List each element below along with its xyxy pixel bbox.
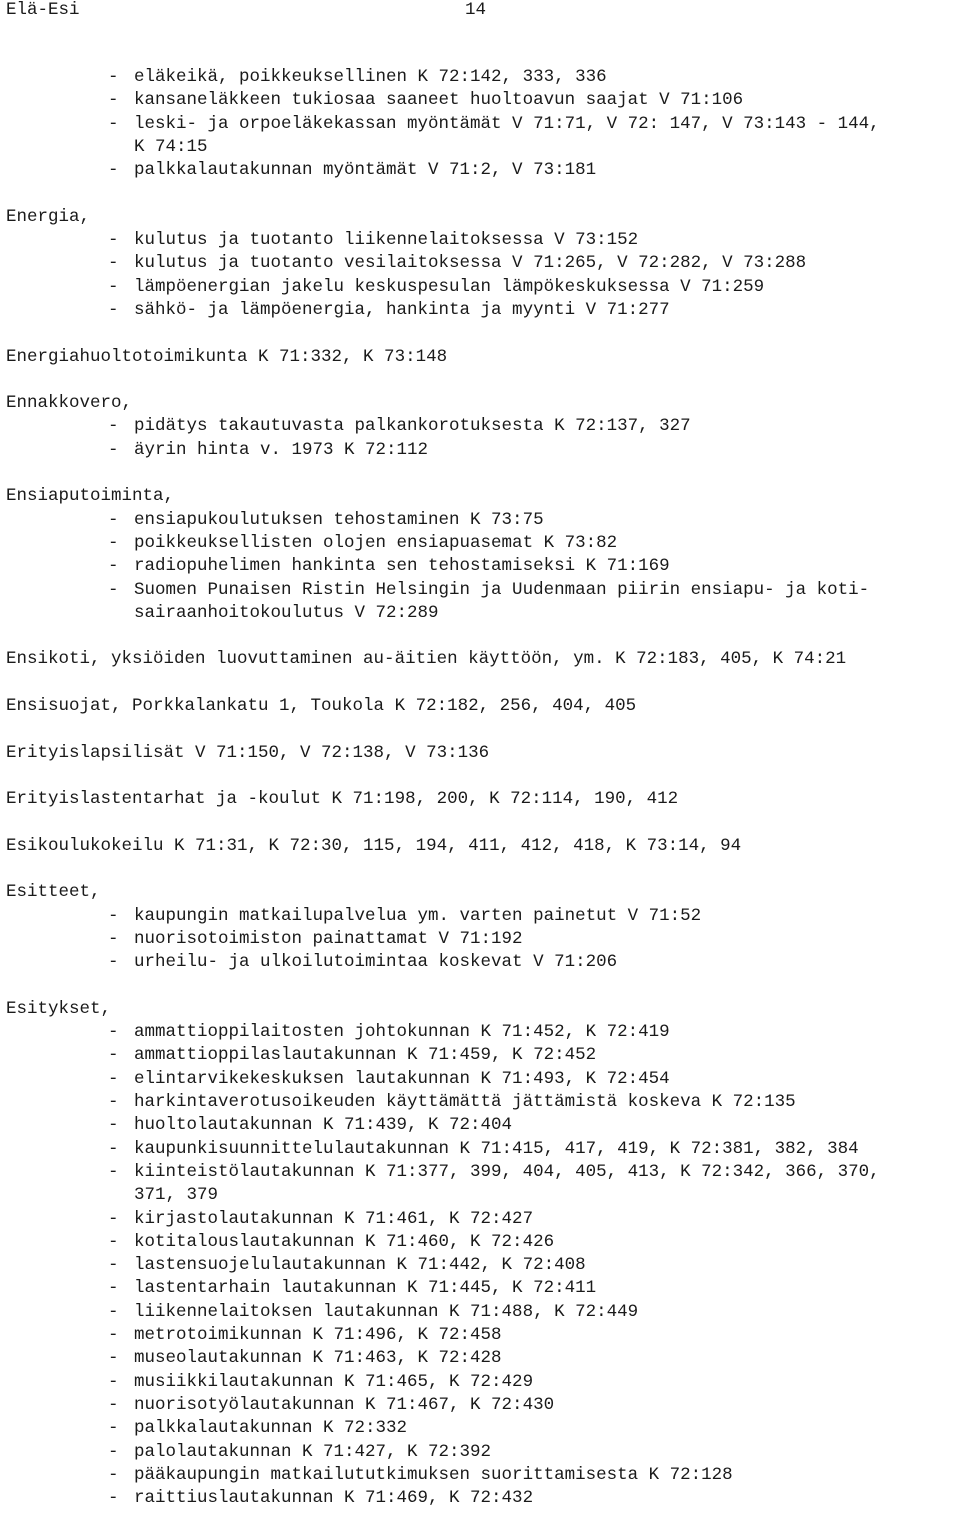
index-term: Energiahuoltotoimikunta K 71:332, K 73:148 — [6, 346, 448, 367]
subentry-text: kaupungin matkailupalvelua ym. varten painetut V 71:52 — [134, 905, 702, 926]
entry-gap — [6, 718, 956, 741]
index-subentry — [6, 1417, 956, 1440]
subentry-text: museolautakunnan K 71:463, K 72:428 — [134, 1348, 502, 1369]
entry-gap — [6, 858, 956, 881]
dash-marker: - — [108, 905, 119, 926]
dash-marker: - — [108, 1464, 119, 1485]
subentry-text: lämpöenergian jakelu keskuspesulan lämpökeskuksessa V 71:259 — [134, 276, 765, 297]
dash-marker: - — [108, 1394, 119, 1415]
index-subentry — [6, 439, 956, 462]
subentry-text: ensiapukoulutuksen tehostaminen K 73:75 — [134, 509, 544, 530]
entry-gap — [6, 812, 956, 835]
subentry-text: ammattioppilaslautakunnan K 71:459, K 72:452 — [134, 1045, 597, 1066]
subentry-continuation: sairaanhoitokoulutus V 72:289 — [134, 602, 439, 623]
subentry-text: lastensuojelulautakunnan K 71:442, K 72:408 — [134, 1255, 586, 1276]
dash-marker: - — [108, 1301, 119, 1322]
index-term: Ensiaputoiminta, — [6, 486, 175, 507]
subentry-text: liikennelaitoksen lautakunnan K 71:488, K 72:449 — [134, 1301, 639, 1322]
dash-marker: - — [108, 1255, 119, 1276]
index-subentry — [6, 928, 956, 951]
subentry-text: raittiuslautakunnan K 71:469, K 72:432 — [134, 1488, 534, 1509]
subentry-text: sähkö- ja lämpöenergia, hankinta ja myynti V 71:277 — [134, 299, 670, 320]
entry-gap — [6, 975, 956, 998]
index-subentry — [6, 1487, 956, 1510]
index-subentry — [6, 89, 956, 112]
dash-marker: - — [108, 90, 119, 111]
entry-gap — [6, 462, 956, 485]
index-subentry — [6, 66, 956, 89]
index-subentry — [6, 1371, 956, 1394]
index-term: Erityislapsilisät V 71:150, V 72:138, V 73:136 — [6, 742, 490, 763]
subentry-text: huoltolautakunnan K 71:439, K 72:404 — [134, 1115, 513, 1136]
dash-marker: - — [108, 1045, 119, 1066]
index-subentry — [6, 1347, 956, 1370]
running-header: Elä-Esi — [6, 0, 80, 20]
entry-gap — [6, 369, 956, 392]
subentry-text: kansaneläkkeen tukiosaa saaneet huoltoavun saajat V 71:106 — [134, 90, 744, 111]
subentry-text: pääkaupungin matkailututkimuksen suorittamisesta K 72:128 — [134, 1464, 733, 1485]
dash-marker: - — [108, 160, 119, 181]
index-subentry — [6, 276, 956, 299]
entry-gap — [6, 322, 956, 345]
dash-marker: - — [108, 253, 119, 274]
index-subentry — [6, 1161, 956, 1184]
subentry-text: leski- ja orpoeläkekassan myöntämät V 71:71, V 72: 147, V 73:143 - 144, — [134, 113, 880, 134]
index-subentry — [6, 1021, 956, 1044]
subentry-continuation: K 74:15 — [134, 136, 208, 157]
index-subentry — [6, 951, 956, 974]
dash-marker: - — [108, 509, 119, 530]
index-subentry — [6, 1254, 956, 1277]
dash-marker: - — [108, 1441, 119, 1462]
index-subentry — [6, 252, 956, 275]
subentry-text: palkkalautakunnan K 72:332 — [134, 1418, 408, 1439]
index-subentry — [6, 555, 956, 578]
subentry-text: eläkeikä, poikkeuksellinen K 72:142, 333, 336 — [134, 67, 607, 87]
dash-marker: - — [108, 113, 119, 134]
index-subentry — [6, 299, 956, 322]
index-subentry — [6, 1324, 956, 1347]
subentry-text: kotitalouslautakunnan K 71:460, K 72:426 — [134, 1231, 555, 1252]
index-term: Esitteet, — [6, 882, 101, 903]
dash-marker: - — [108, 439, 119, 460]
subentry-text: kulutus ja tuotanto liikennelaitoksessa V 73:152 — [134, 230, 639, 251]
subentry-text: Suomen Punaisen Ristin Helsingin ja Uudenmaan piirin ensiapu- ja koti- — [134, 579, 870, 600]
index-subentry — [6, 905, 956, 928]
index-subentry — [6, 1394, 956, 1417]
index-term: Energia, — [6, 206, 91, 227]
index-subentry — [6, 1464, 956, 1487]
index-subentry — [6, 579, 956, 602]
dash-marker: - — [108, 1325, 119, 1346]
subentry-text: musiikkilautakunnan K 71:465, K 72:429 — [134, 1371, 534, 1392]
index-subentry — [6, 229, 956, 252]
subentry-text: lastentarhain lautakunnan K 71:445, K 72:411 — [134, 1278, 597, 1299]
index-subentry — [6, 159, 956, 182]
index-term: Ennakkovero, — [6, 393, 133, 414]
index-subentry — [6, 415, 956, 438]
subentry-text: nuorisotoimiston painattamat V 71:192 — [134, 928, 523, 949]
dash-marker: - — [108, 1068, 119, 1089]
entry-gap — [6, 765, 956, 788]
index-subentry — [6, 1231, 956, 1254]
subentry-text: urheilu- ja ulkoilutoimintaa koskevat V 71:206 — [134, 952, 618, 973]
dash-marker: - — [108, 1348, 119, 1369]
subentry-text: palolautakunnan K 71:427, K 72:392 — [134, 1441, 492, 1462]
page-number: 14 — [465, 0, 487, 20]
dash-marker: - — [108, 1208, 119, 1229]
index-term: Ensisuojat, Porkkalankatu 1, Toukola K 72:182, 256, 404, 405 — [6, 696, 637, 717]
subentry-text: elintarvikekeskuksen lautakunnan K 71:493, K 72:454 — [134, 1068, 670, 1089]
subentry-text: kirjastolautakunnan K 71:461, K 72:427 — [134, 1208, 534, 1229]
subentry-text: metrotoimikunnan K 71:496, K 72:458 — [134, 1325, 502, 1346]
dash-marker: - — [108, 416, 119, 437]
dash-marker: - — [108, 532, 119, 553]
dash-marker: - — [108, 1161, 119, 1182]
entry-gap — [6, 672, 956, 695]
dash-marker: - — [108, 1138, 119, 1159]
index-subentry — [6, 1091, 956, 1114]
index-subentry — [6, 1068, 956, 1091]
dash-marker: - — [108, 1022, 119, 1043]
index-subentry — [6, 1208, 956, 1231]
index-subentry — [6, 1301, 956, 1324]
subentry-text: palkkalautakunnan myöntämät V 71:2, V 73:181 — [134, 160, 597, 181]
dash-marker: - — [108, 1418, 119, 1439]
index-subentry — [6, 1138, 956, 1161]
index-subentry — [6, 1277, 956, 1300]
subentry-text: kaupunkisuunnittelulautakunnan K 71:415, 417, 419, K 72:381, 382, 384 — [134, 1138, 859, 1159]
subentry-text: poikkeuksellisten olojen ensiapuasemat K 73:82 — [134, 532, 618, 553]
index-subentry — [6, 113, 956, 136]
subentry-text: äyrin hinta v. 1973 K 72:112 — [134, 439, 429, 460]
dash-marker: - — [108, 579, 119, 600]
index-subentry — [6, 1044, 956, 1067]
dash-marker: - — [108, 299, 119, 320]
subentry-text: radiopuhelimen hankinta sen tehostamiseksi K 71:169 — [134, 556, 670, 577]
dash-marker: - — [108, 1488, 119, 1509]
dash-marker: - — [108, 67, 119, 87]
subentry-text: harkintaverotusoikeuden käyttämättä jättämistä koskeva K 72:135 — [134, 1092, 796, 1113]
index-term: Esikoulukokeilu K 71:31, K 72:30, 115, 194, 411, 412, 418, K 73:14, 94 — [6, 835, 742, 856]
dash-marker: - — [108, 1092, 119, 1113]
subentry-text: nuorisotyölautakunnan K 71:467, K 72:430 — [134, 1394, 555, 1415]
index-term: Ensikoti, yksiöiden luovuttaminen au-äitien käyttöön, ym. K 72:183, 405, K 74:21 — [6, 649, 847, 670]
dash-marker: - — [108, 952, 119, 973]
index-body — [6, 66, 956, 1510]
dash-marker: - — [108, 276, 119, 297]
dash-marker: - — [108, 230, 119, 251]
index-term: Esitykset, — [6, 998, 112, 1019]
dash-marker: - — [108, 1231, 119, 1252]
dash-marker: - — [108, 556, 119, 577]
subentry-text: pidätys takautuvasta palkankorotuksesta K 72:137, 327 — [134, 416, 691, 437]
subentry-text: kulutus ja tuotanto vesilaitoksessa V 71:265, V 72:282, V 73:288 — [134, 253, 807, 274]
index-subentry — [6, 532, 956, 555]
index-term: Erityislastentarhat ja -koulut K 71:198, 200, K 72:114, 190, 412 — [6, 789, 679, 810]
dash-marker: - — [108, 1371, 119, 1392]
index-subentry — [6, 509, 956, 532]
subentry-continuation: 371, 379 — [134, 1185, 219, 1206]
index-subentry — [6, 1114, 956, 1137]
subentry-text: ammattioppilaitosten johtokunnan K 71:452, K 72:419 — [134, 1022, 670, 1043]
dash-marker: - — [108, 928, 119, 949]
index-subentry — [6, 1441, 956, 1464]
entry-gap — [6, 625, 956, 648]
entry-gap — [6, 182, 956, 205]
subentry-text: kiinteistölautakunnan K 71:377, 399, 404, 405, 413, K 72:342, 366, 370, — [134, 1161, 880, 1182]
dash-marker: - — [108, 1278, 119, 1299]
dash-marker: - — [108, 1115, 119, 1136]
